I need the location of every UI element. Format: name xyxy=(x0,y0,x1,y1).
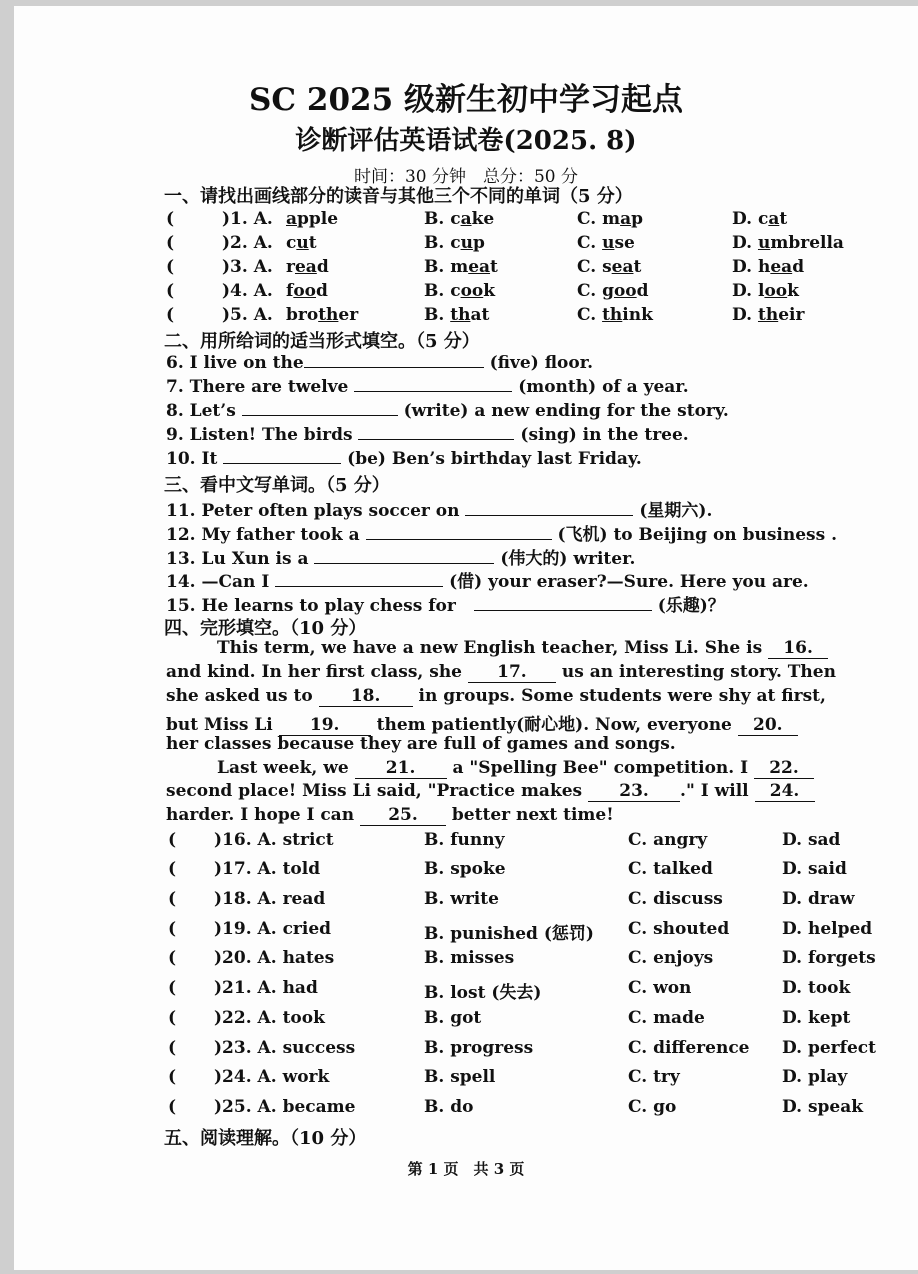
option-b: B. cake xyxy=(424,209,495,229)
option-d: D. play xyxy=(782,1067,848,1087)
answer-paren: ( xyxy=(168,859,177,879)
option-d: D. cat xyxy=(732,209,788,229)
passage-line: This term, we have a new English teacher, Miss Li. She is 16. xyxy=(217,638,828,659)
option-c: C. talked xyxy=(628,859,713,879)
passage-line: harder. I hope I can 25. better next time! xyxy=(166,805,614,825)
option-c: C. discuss xyxy=(628,889,723,909)
option-c: C. try xyxy=(628,1067,680,1087)
section2-heading: 二、用所给词的适当形式填空。（5 分） xyxy=(164,331,480,352)
cloze-blank[interactable]: 19. xyxy=(279,715,371,736)
answer-paren: ( xyxy=(166,305,175,325)
option-b: B. that xyxy=(424,305,490,325)
option-c: C. seat xyxy=(577,257,642,277)
option-c: C. won xyxy=(628,978,692,998)
fill-in-question: 7. There are twelve (month) of a year. xyxy=(166,377,689,397)
answer-paren: ( xyxy=(166,257,175,277)
option-b: B. do xyxy=(424,1097,474,1117)
cloze-blank[interactable]: 20. xyxy=(738,715,798,736)
option-d: D. their xyxy=(732,305,805,325)
option-b: B. cup xyxy=(424,233,485,253)
answer-blank[interactable] xyxy=(358,424,514,440)
option-b: B. progress xyxy=(424,1038,534,1058)
section3-heading: 三、看中文写单词。（5 分） xyxy=(164,475,390,496)
answer-blank[interactable] xyxy=(304,352,484,368)
option-a: )16. A. strict xyxy=(214,830,334,850)
option-a: )18. A. read xyxy=(214,889,326,909)
option-b: B. funny xyxy=(424,830,505,850)
option-c: C. enjoys xyxy=(628,948,714,968)
cloze-blank[interactable]: 25. xyxy=(360,805,446,826)
answer-paren: ( xyxy=(168,1097,177,1117)
passage-line: Last week, we 21. a "Spelling Bee" competition. I 22. xyxy=(217,758,814,779)
answer-blank[interactable] xyxy=(242,400,398,416)
option-d: D. helped xyxy=(782,919,873,939)
option-d: D. forgets xyxy=(782,948,876,968)
exam-title-line2: 诊断评估英语试卷(2025. 8) xyxy=(295,126,637,156)
option-d: D. look xyxy=(732,281,799,301)
answer-paren: ( xyxy=(168,830,177,850)
fill-in-question: 12. My father took a (飞机) to Beijing on business . xyxy=(166,525,838,545)
answer-blank[interactable] xyxy=(366,524,552,540)
option-d: D. speak xyxy=(782,1097,864,1117)
fill-in-question: 14. —Can I (借) your eraser?—Sure. Here you are. xyxy=(166,572,809,592)
fill-in-question: 10. It (be) Ben’s birthday last Friday. xyxy=(166,449,642,469)
option-a: food xyxy=(286,281,328,301)
option-c: C. use xyxy=(577,233,635,253)
option-c: C. shouted xyxy=(628,919,730,939)
option-b: B. punished (惩罚) xyxy=(424,924,594,944)
exam-meta: 时间：30 分钟 总分：50 分 xyxy=(353,167,579,187)
option-a: )19. A. cried xyxy=(214,919,332,939)
question-number: )3. A. xyxy=(222,257,273,277)
option-d: D. head xyxy=(732,257,805,277)
option-a: apple xyxy=(286,209,339,229)
answer-blank[interactable] xyxy=(354,376,512,392)
option-a: )23. A. success xyxy=(214,1038,356,1058)
fill-in-question: 13. Lu Xun is a (伟大的) writer. xyxy=(166,549,636,569)
option-a: )21. A. had xyxy=(214,978,318,998)
option-c: C. made xyxy=(628,1008,705,1028)
question-number: )5. A. xyxy=(222,305,273,325)
cloze-blank[interactable]: 16. xyxy=(768,638,828,659)
option-c: C. map xyxy=(577,209,643,229)
option-a: )25. A. became xyxy=(214,1097,356,1117)
answer-blank[interactable] xyxy=(223,448,341,464)
answer-paren: ( xyxy=(168,978,177,998)
option-b: B. spell xyxy=(424,1067,496,1087)
fill-in-question: 15. He learns to play chess for (乐趣)？ xyxy=(166,596,725,616)
answer-paren: ( xyxy=(168,1067,177,1087)
option-b: B. meat xyxy=(424,257,498,277)
option-c: C. good xyxy=(577,281,649,301)
answer-blank[interactable] xyxy=(465,500,633,516)
question-number: )4. A. xyxy=(222,281,273,301)
section4-heading: 四、完形填空。（10 分） xyxy=(164,618,367,639)
option-b: B. misses xyxy=(424,948,515,968)
answer-blank[interactable] xyxy=(474,595,652,611)
question-number: )2. A. xyxy=(222,233,273,253)
cloze-blank[interactable]: 18. xyxy=(319,686,413,707)
cloze-blank[interactable]: 22. xyxy=(754,758,814,779)
passage-line: second place! Miss Li said, "Practice makes 23. ." I will 24. xyxy=(166,781,815,802)
option-a: )17. A. told xyxy=(214,859,321,879)
option-b: B. write xyxy=(424,889,499,909)
option-d: D. umbrella xyxy=(732,233,844,253)
option-c: C. difference xyxy=(628,1038,750,1058)
option-a: brother xyxy=(286,305,359,325)
option-c: C. think xyxy=(577,305,653,325)
option-a: )22. A. took xyxy=(214,1008,325,1028)
section1-heading: 一、请找出画线部分的读音与其他三个不同的单词（5 分） xyxy=(164,186,633,207)
option-d: D. draw xyxy=(782,889,855,909)
cloze-blank[interactable]: 17. xyxy=(468,662,556,683)
cloze-blank[interactable]: 23. xyxy=(588,781,680,802)
passage-line: she asked us to 18. in groups. Some students were shy at first, xyxy=(166,686,826,706)
cloze-blank[interactable]: 21. xyxy=(355,758,447,779)
passage-line: her classes because they are full of games and songs. xyxy=(166,734,676,754)
answer-paren: ( xyxy=(166,233,175,253)
answer-paren: ( xyxy=(168,889,177,909)
cloze-blank[interactable]: 24. xyxy=(755,781,815,802)
page-footer: 第 1 页 共 3 页 xyxy=(407,1160,525,1178)
answer-paren: ( xyxy=(168,948,177,968)
option-d: D. kept xyxy=(782,1008,851,1028)
option-d: D. said xyxy=(782,859,847,879)
exam-title-line1: SC 2025 级新生初中学习起点 xyxy=(249,82,683,118)
fill-in-question: 9. Listen! The birds (sing) in the tree. xyxy=(166,425,689,445)
option-d: D. took xyxy=(782,978,851,998)
answer-paren: ( xyxy=(168,1008,177,1028)
option-a: )20. A. hates xyxy=(214,948,335,968)
fill-in-question: 11. Peter often plays soccer on (星期六). xyxy=(166,501,713,521)
option-a: )24. A. work xyxy=(214,1067,330,1087)
option-c: C. go xyxy=(628,1097,677,1117)
answer-blank[interactable] xyxy=(275,571,443,587)
answer-blank[interactable] xyxy=(314,548,494,564)
passage-line: but Miss Li 19. them patiently(耐心地). Now, everyone 20. xyxy=(166,710,798,736)
option-b: B. got xyxy=(424,1008,482,1028)
answer-paren: ( xyxy=(166,281,175,301)
answer-paren: ( xyxy=(166,209,175,229)
option-a: cut xyxy=(286,233,317,253)
section5-heading: 五、阅读理解。（10 分） xyxy=(164,1128,367,1149)
option-b: B. spoke xyxy=(424,859,506,879)
fill-in-question: 6. I live on the (five) floor. xyxy=(166,353,594,373)
answer-paren: ( xyxy=(168,919,177,939)
passage-line: and kind. In her first class, she 17. us an interesting story. Then xyxy=(166,662,836,682)
option-b: B. lost (失去) xyxy=(424,983,542,1003)
option-d: D. perfect xyxy=(782,1038,876,1058)
option-a: read xyxy=(286,257,329,277)
question-number: )1. A. xyxy=(222,209,273,229)
fill-in-question: 8. Let’s (write) a new ending for the story. xyxy=(166,401,729,421)
option-b: B. cook xyxy=(424,281,496,301)
exam-page xyxy=(14,6,918,1270)
option-d: D. sad xyxy=(782,830,841,850)
answer-paren: ( xyxy=(168,1038,177,1058)
option-c: C. angry xyxy=(628,830,708,850)
